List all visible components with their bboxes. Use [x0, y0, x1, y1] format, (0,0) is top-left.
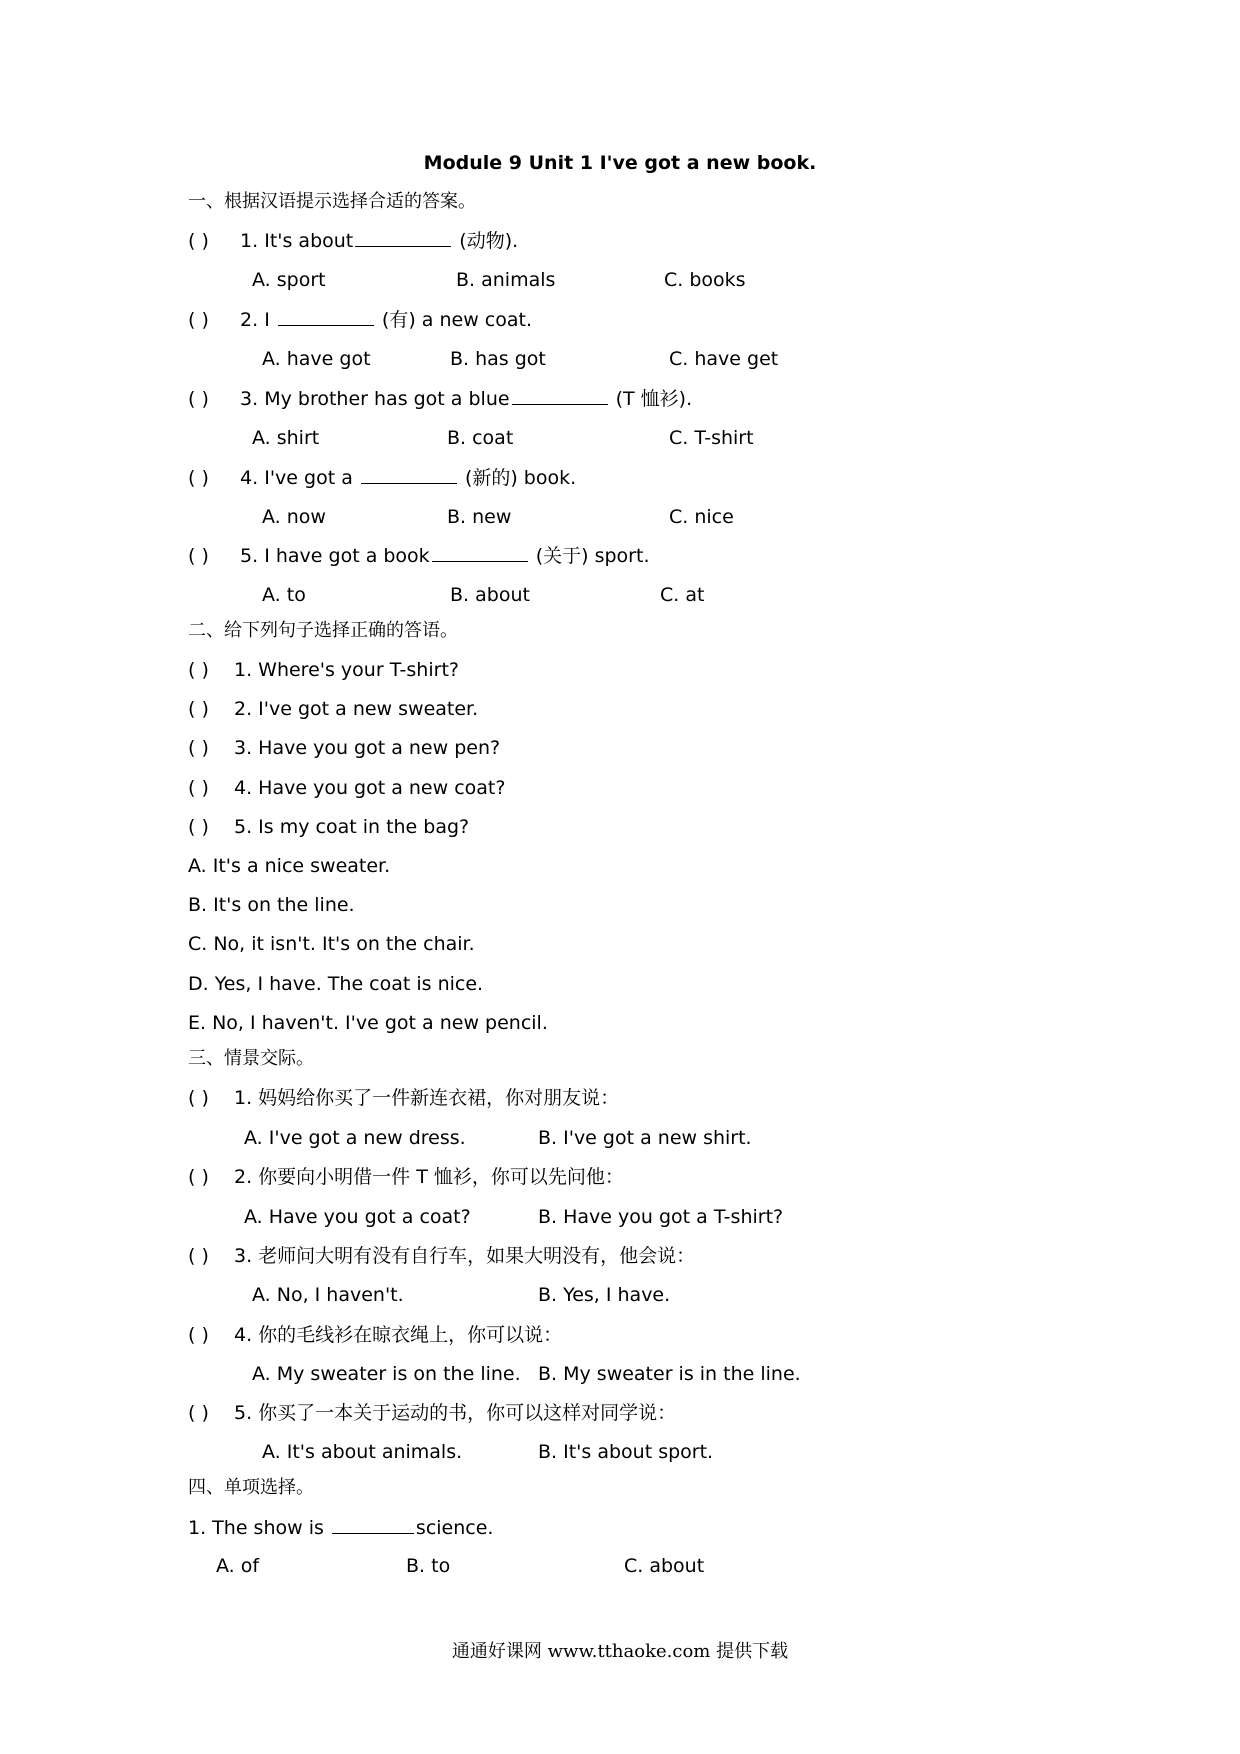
s2-q5-text: 5. Is my coat in the bag? — [234, 816, 470, 838]
s1-q5-text: 5. I have got a book — [240, 545, 430, 567]
s1-q1-option-c: C. books — [664, 269, 746, 291]
s3-question-4 — [188, 1323, 562, 1347]
answer-paren: ( ) — [188, 467, 209, 489]
s1-q5-option-a: A. to — [262, 584, 306, 606]
s2-answer-d: D. Yes, I have. The coat is nice. — [188, 973, 484, 995]
answer-paren: ( ) — [188, 1087, 209, 1109]
s4-q1-option-c: C. about — [624, 1555, 705, 1577]
s1-q1-text: 1. It's about — [240, 230, 354, 252]
answer-paren: ( ) — [188, 545, 209, 567]
answer-blank — [355, 228, 451, 247]
s1-q4-option-a: A. now — [262, 506, 326, 528]
s1-q2-text: 2. I — [240, 309, 270, 331]
s1-question-4 — [188, 465, 576, 490]
s3-q5-option-a: A. It's about animals. — [262, 1441, 463, 1463]
s3-question-1 — [188, 1086, 619, 1110]
s1-q3-option-a: A. shirt — [252, 427, 320, 449]
s3-q3-option-a: A. No, I haven't. — [252, 1284, 404, 1306]
section-4-heading: 四、单项选择。 — [188, 1477, 314, 1498]
section-3-heading: 三、情景交际。 — [188, 1048, 314, 1069]
s3-q4-option-b: B. My sweater is in the line. — [538, 1363, 801, 1385]
s2-q1-text: 1. Where's your T-shirt? — [234, 659, 459, 681]
s1-q2-option-a: A. have got — [262, 348, 371, 370]
answer-paren: ( ) — [188, 659, 209, 681]
s2-question-2 — [188, 697, 478, 721]
s3-q3-option-b: B. Yes, I have. — [538, 1284, 671, 1306]
answer-blank — [432, 543, 528, 562]
s1-q2-hint: (有) a new coat. — [381, 309, 532, 331]
s1-q4-text: 4. I've got a — [240, 467, 353, 489]
s1-q4-option-c: C. nice — [669, 506, 734, 528]
s1-question-1 — [188, 228, 518, 253]
s3-q4-text: 4. 你的毛线衫在晾衣绳上，你可以说： — [234, 1324, 563, 1346]
s2-answer-a: A. It's a nice sweater. — [188, 855, 391, 877]
s2-question-1 — [188, 658, 459, 682]
s4-q1-option-a: A. of — [216, 1555, 260, 1577]
s3-q2-option-a: A. Have you got a coat? — [244, 1206, 471, 1228]
s3-q4-option-a: A. My sweater is on the line. — [252, 1363, 521, 1385]
s1-question-5 — [188, 543, 649, 568]
s1-q1-option-b: B. animals — [456, 269, 556, 291]
s2-question-4 — [188, 776, 505, 800]
s3-q5-option-b: B. It's about sport. — [538, 1441, 714, 1463]
answer-blank — [278, 307, 374, 326]
s4-q1-text: 1. The show is — [188, 1517, 324, 1539]
s1-q3-option-b: B. coat — [447, 427, 514, 449]
section-1-heading: 一、根据汉语提示选择合适的答案。 — [188, 191, 476, 212]
answer-paren: ( ) — [188, 1166, 209, 1188]
s3-q5-text: 5. 你买了一本关于运动的书，你可以这样对同学说： — [234, 1402, 677, 1424]
s3-q2-text: 2. 你要向小明借一件 T 恤衫，你可以先问他： — [234, 1166, 624, 1188]
answer-blank — [512, 386, 608, 405]
answer-paren: ( ) — [188, 388, 209, 410]
footer-source: 通通好课网 www.tthaoke.com 提供下载 — [451, 1641, 789, 1662]
s1-q4-option-b: B. new — [447, 506, 512, 528]
s1-q2-option-c: C. have get — [669, 348, 779, 370]
answer-paren: ( ) — [188, 230, 209, 252]
s2-answer-b: B. It's on the line. — [188, 894, 355, 916]
s1-q5-option-b: B. about — [450, 584, 530, 606]
s3-question-3 — [188, 1244, 695, 1268]
s3-q3-text: 3. 老师问大明有没有自行车，如果大明没有，他会说： — [234, 1245, 696, 1267]
s2-q3-text: 3. Have you got a new pen? — [234, 737, 501, 759]
s2-question-3 — [188, 736, 500, 760]
s3-question-2 — [188, 1165, 624, 1189]
answer-blank — [332, 1515, 414, 1534]
s2-q2-text: 2. I've got a new sweater. — [234, 698, 479, 720]
answer-paren: ( ) — [188, 1402, 209, 1424]
s1-q3-option-c: C. T-shirt — [669, 427, 754, 449]
s1-q5-option-c: C. at — [660, 584, 705, 606]
answer-paren: ( ) — [188, 1324, 209, 1346]
s1-q5-hint: (关于) sport. — [535, 545, 650, 567]
s2-question-5 — [188, 815, 469, 839]
s3-question-5 — [188, 1401, 676, 1425]
page-title: Module 9 Unit 1 I've got a new book. — [423, 152, 817, 174]
s4-q1-option-b: B. to — [406, 1555, 451, 1577]
s1-question-3 — [188, 386, 692, 411]
answer-paren: ( ) — [188, 737, 209, 759]
s2-answer-e: E. No, I haven't. I've got a new pencil. — [188, 1012, 548, 1034]
answer-blank — [361, 465, 457, 484]
s4-q1-tail: science. — [415, 1517, 494, 1539]
s1-q3-hint: (T 恤衫). — [615, 388, 693, 410]
s3-q1-option-a: A. I've got a new dress. — [244, 1127, 466, 1149]
answer-paren: ( ) — [188, 777, 209, 799]
s3-q1-text: 1. 妈妈给你买了一件新连衣裙，你对朋友说： — [234, 1087, 620, 1109]
s1-question-2 — [188, 307, 532, 332]
s2-answer-c: C. No, it isn't. It's on the chair. — [188, 933, 475, 955]
s4-question-1 — [188, 1515, 493, 1540]
s3-q1-option-b: B. I've got a new shirt. — [538, 1127, 752, 1149]
s2-q4-text: 4. Have you got a new coat? — [234, 777, 506, 799]
answer-paren: ( ) — [188, 1245, 209, 1267]
answer-paren: ( ) — [188, 816, 209, 838]
section-2-heading: 二、给下列句子选择正确的答语。 — [188, 620, 458, 641]
s1-q3-text: 3. My brother has got a blue — [240, 388, 510, 410]
answer-paren: ( ) — [188, 698, 209, 720]
s1-q1-option-a: A. sport — [252, 269, 326, 291]
s3-q2-option-b: B. Have you got a T-shirt? — [538, 1206, 784, 1228]
s1-q4-hint: (新的) book. — [464, 467, 577, 489]
s1-q2-option-b: B. has got — [450, 348, 546, 370]
answer-paren: ( ) — [188, 309, 209, 331]
s1-q1-hint: (动物). — [459, 230, 519, 252]
